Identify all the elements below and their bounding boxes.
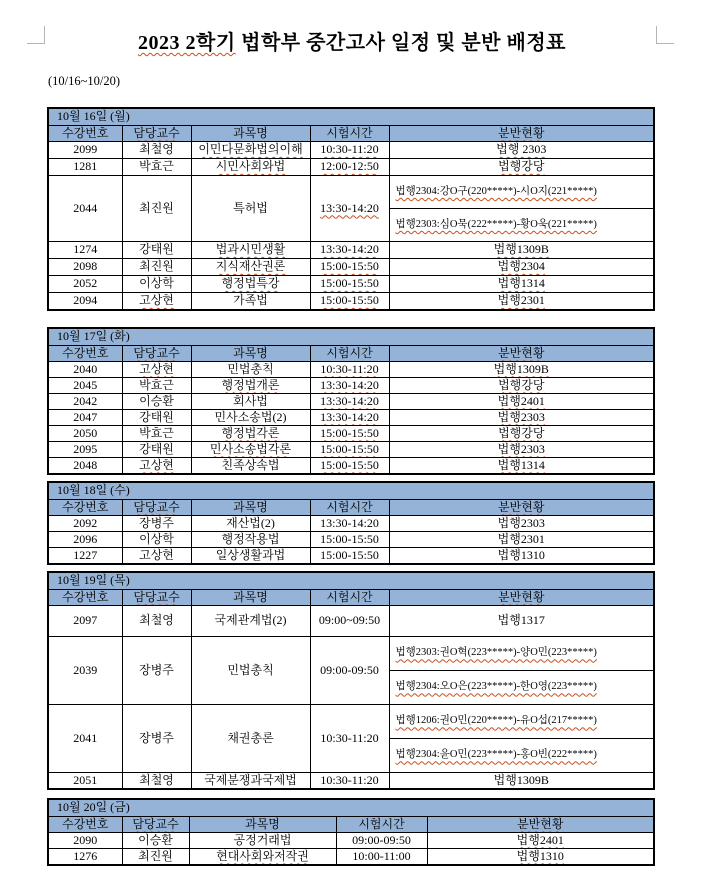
table-row [48, 849, 654, 866]
column-header-time: 시험시간 [336, 817, 427, 833]
cell-course-no: 2044 [48, 176, 122, 242]
exam-table-oct19 [47, 571, 655, 790]
cell-subject: 시민사회와법 [191, 159, 310, 176]
cell-course-no: 2098 [48, 259, 122, 276]
cell-subject: 이민다문화법의이해 [191, 142, 310, 159]
cell-course-no: 2042 [48, 394, 122, 410]
cell-room-detail: 법행2304:강O구(220*****)-시O지(221*****) [389, 176, 654, 209]
cell-subject: 민법총칙 [191, 362, 310, 378]
day-header: 10월 17일 (화) [48, 328, 654, 346]
cell-room-detail: 법행2304:윤O민(223*****)-홍O빈(222*****) [389, 739, 654, 773]
cell-subject: 공정거래법 [189, 833, 336, 849]
cell-professor: 박효근 [122, 426, 191, 442]
column-header-time: 시험시간 [310, 126, 389, 142]
cell-subject: 민사소송법(2) [191, 410, 310, 426]
cell-subject: 민사소송법각론 [191, 442, 310, 458]
cell-time: 10:30-11:20 [310, 773, 389, 790]
column-header-professor: 담당교수 [122, 817, 189, 833]
cell-professor: 장병주 [122, 705, 191, 773]
table-row [48, 276, 654, 293]
schedule-table [47, 327, 655, 475]
cell-course-no: 2048 [48, 458, 122, 475]
cell-professor: 강태원 [122, 442, 191, 458]
cell-professor: 고상현 [122, 548, 191, 565]
cell-professor: 고상현 [122, 362, 191, 378]
cell-course-no: 2099 [48, 142, 122, 159]
column-header-time: 시험시간 [310, 500, 389, 516]
cell-professor: 강태원 [122, 410, 191, 426]
column-header-room: 분반현황 [427, 817, 654, 833]
cell-room: 법행1317 [389, 606, 654, 637]
cell-room: 법행1309B [389, 362, 654, 378]
cell-subject: 법과시민생활 [191, 242, 310, 259]
cell-room-detail: 법행1206:권O민(220*****)-유O섭(217*****) [389, 705, 654, 739]
cell-time: 10:00-11:00 [336, 849, 427, 866]
cell-subject: 일상생활과법 [191, 548, 310, 565]
cell-professor: 장병주 [122, 516, 191, 532]
cell-professor: 강태원 [122, 242, 191, 259]
table-row [48, 516, 654, 532]
cell-time: 15:00-15:50 [310, 276, 389, 293]
cell-subject: 민법총칙 [191, 637, 310, 705]
cell-room: 법행2301 [389, 293, 654, 311]
column-header-subject: 과목명 [189, 817, 336, 833]
cell-room: 법행1309B [389, 773, 654, 790]
cell-room: 법행강당 [389, 378, 654, 394]
table-row [48, 426, 654, 442]
column-header-subject: 과목명 [191, 126, 310, 142]
table-row [48, 606, 654, 637]
cell-professor: 최진원 [122, 259, 191, 276]
cell-professor: 고상현 [122, 458, 191, 475]
column-header-time: 시험시간 [310, 346, 389, 362]
cell-course-no: 2094 [48, 293, 122, 311]
cell-professor: 이승환 [122, 394, 191, 410]
cell-room: 법행강당 [389, 426, 654, 442]
column-header-course-no: 수강번호 [48, 500, 122, 516]
cell-professor: 최철영 [122, 773, 191, 790]
cell-subject: 행정법개론 [191, 378, 310, 394]
cell-time: 10:30-11:20 [310, 362, 389, 378]
cell-time: 10:30-11:20 [310, 705, 389, 773]
cell-subject: 국제분쟁과국제법 [191, 773, 310, 790]
exam-table-oct20 [47, 798, 655, 866]
table-row [48, 259, 654, 276]
cell-professor: 최진원 [122, 849, 189, 866]
column-header-subject: 과목명 [191, 346, 310, 362]
document-title [0, 26, 704, 55]
cell-time: 13:30-14:20 [310, 394, 389, 410]
cell-room: 법행1314 [389, 276, 654, 293]
cell-time: 09:00-09:50 [310, 637, 389, 705]
cell-professor: 박효근 [122, 159, 191, 176]
day-header: 10월 19일 (목) [48, 572, 654, 590]
table-row [48, 442, 654, 458]
cell-room: 법행2303 [389, 410, 654, 426]
cell-subject: 재산법(2) [191, 516, 310, 532]
table-row [48, 242, 654, 259]
cell-subject: 친족상속법 [191, 458, 310, 475]
exam-table-oct18 [47, 481, 655, 565]
schedule-table [47, 798, 655, 866]
cell-room: 법행강당 [389, 159, 654, 176]
column-header-professor: 담당교수 [122, 126, 191, 142]
day-header: 10월 18일 (수) [48, 482, 654, 500]
cell-room: 법행2304 [389, 259, 654, 276]
cell-room-detail: 법행2304:오O은(223*****)-한O영(223*****) [389, 671, 654, 705]
table-row [48, 362, 654, 378]
column-header-time: 시험시간 [310, 590, 389, 606]
cell-course-no: 1274 [48, 242, 122, 259]
column-header-course-no: 수강번호 [48, 126, 122, 142]
table-row [48, 458, 654, 475]
day-header: 10월 20일 (금) [48, 799, 654, 817]
cell-time: 15:00-15:50 [310, 548, 389, 565]
cell-course-no: 2051 [48, 773, 122, 790]
cell-course-no: 2097 [48, 606, 122, 637]
schedule-table [47, 571, 655, 790]
cell-room: 법행2401 [427, 833, 654, 849]
cell-professor: 이승환 [122, 833, 189, 849]
column-header-subject: 과목명 [191, 590, 310, 606]
table-row [48, 394, 654, 410]
cell-course-no: 2050 [48, 426, 122, 442]
cell-room: 법행 2303 [389, 142, 654, 159]
cell-professor: 최철영 [122, 142, 191, 159]
column-header-professor: 담당교수 [122, 346, 191, 362]
cell-professor: 최철영 [122, 606, 191, 637]
cell-course-no: 1227 [48, 548, 122, 565]
cell-course-no: 2041 [48, 705, 122, 773]
table-row [48, 293, 654, 311]
cell-professor: 최진원 [122, 176, 191, 242]
table-row [48, 159, 654, 176]
title-spellcheck-part: 2023 2학기 [138, 32, 236, 54]
cell-professor: 박효근 [122, 378, 191, 394]
table-row [48, 532, 654, 548]
column-header-room: 분반현황 [389, 590, 654, 606]
cell-room: 법행2401 [389, 394, 654, 410]
table-row [48, 773, 654, 790]
cell-time: 13:30-14:20 [310, 378, 389, 394]
exam-table-oct16 [47, 107, 655, 311]
cell-time: 13:30-14:20 [310, 176, 389, 242]
cell-course-no: 2052 [48, 276, 122, 293]
column-header-subject: 과목명 [191, 500, 310, 516]
column-header-course-no: 수강번호 [48, 346, 122, 362]
cell-course-no: 2040 [48, 362, 122, 378]
cell-room: 법행1310 [389, 548, 654, 565]
cell-course-no: 2095 [48, 442, 122, 458]
cell-course-no: 1276 [48, 849, 122, 866]
cell-professor: 고상현 [122, 293, 191, 311]
cell-professor: 장병주 [122, 637, 191, 705]
cell-room: 법행1309B [389, 242, 654, 259]
cell-time: 15:00-15:50 [310, 458, 389, 475]
cell-subject: 국제관계법(2) [191, 606, 310, 637]
column-header-room: 분반현황 [389, 346, 654, 362]
cell-room-detail: 법행2303:심O묵(222*****)-황O욱(221*****) [389, 209, 654, 242]
cell-time: 15:00-15:50 [310, 532, 389, 548]
schedule-table [47, 107, 655, 311]
title-rest: 법학부 중간고사 일정 및 분반 배정표 [235, 32, 566, 54]
table-row [48, 410, 654, 426]
cell-subject: 행정법특강 [191, 276, 310, 293]
schedule-table [47, 481, 655, 565]
column-header-room: 분반현황 [389, 500, 654, 516]
cell-course-no: 2096 [48, 532, 122, 548]
date-range: (10/16~10/20) [48, 74, 121, 88]
table-row [48, 548, 654, 565]
cell-time: 13:30-14:20 [310, 242, 389, 259]
cell-room-detail: 법행2303:권O혁(223*****)-양O민(223*****) [389, 637, 654, 671]
cell-time: 13:30-14:20 [310, 410, 389, 426]
cell-time: 10:30-11:20 [310, 142, 389, 159]
cell-subject: 채권총론 [191, 705, 310, 773]
cell-professor: 이상학 [122, 276, 191, 293]
cell-time: 15:00-15:50 [310, 426, 389, 442]
cell-time: 09:00-09:50 [336, 833, 427, 849]
cell-professor: 이상학 [122, 532, 191, 548]
cell-course-no: 2039 [48, 637, 122, 705]
cell-subject: 가족법 [191, 293, 310, 311]
column-header-course-no: 수강번호 [48, 590, 122, 606]
cell-time: 15:00-15:50 [310, 442, 389, 458]
cell-course-no: 2045 [48, 378, 122, 394]
cell-time: 12:00-12:50 [310, 159, 389, 176]
day-header: 10월 16일 (월) [48, 108, 654, 126]
column-header-course-no: 수강번호 [48, 817, 122, 833]
table-row [48, 142, 654, 159]
cell-subject: 행정법각론 [191, 426, 310, 442]
table-row [48, 176, 654, 209]
exam-table-oct17 [47, 327, 655, 475]
cell-subject: 회사법 [191, 394, 310, 410]
column-header-professor: 담당교수 [122, 590, 191, 606]
table-row [48, 378, 654, 394]
cell-room: 법행1310 [427, 849, 654, 866]
cell-course-no: 2090 [48, 833, 122, 849]
cell-room: 법행2301 [389, 532, 654, 548]
cell-subject: 행정작용법 [191, 532, 310, 548]
cell-room: 법행2303 [389, 516, 654, 532]
cell-subject: 현대사회와저작권 [189, 849, 336, 866]
cell-time: 15:00-15:50 [310, 259, 389, 276]
cell-time: 15:00-15:50 [310, 293, 389, 311]
cell-course-no: 2047 [48, 410, 122, 426]
cell-subject: 지식재산권론 [191, 259, 310, 276]
cell-room: 법행1314 [389, 458, 654, 475]
table-row [48, 705, 654, 739]
cell-course-no: 1281 [48, 159, 122, 176]
column-header-professor: 담당교수 [122, 500, 191, 516]
cell-room: 법행2303 [389, 442, 654, 458]
cell-subject: 특허법 [191, 176, 310, 242]
table-row [48, 833, 654, 849]
cell-course-no: 2092 [48, 516, 122, 532]
table-row [48, 637, 654, 671]
cell-time: 13:30-14:20 [310, 516, 389, 532]
cell-time: 09:00~09:50 [310, 606, 389, 637]
column-header-room: 분반현황 [389, 126, 654, 142]
